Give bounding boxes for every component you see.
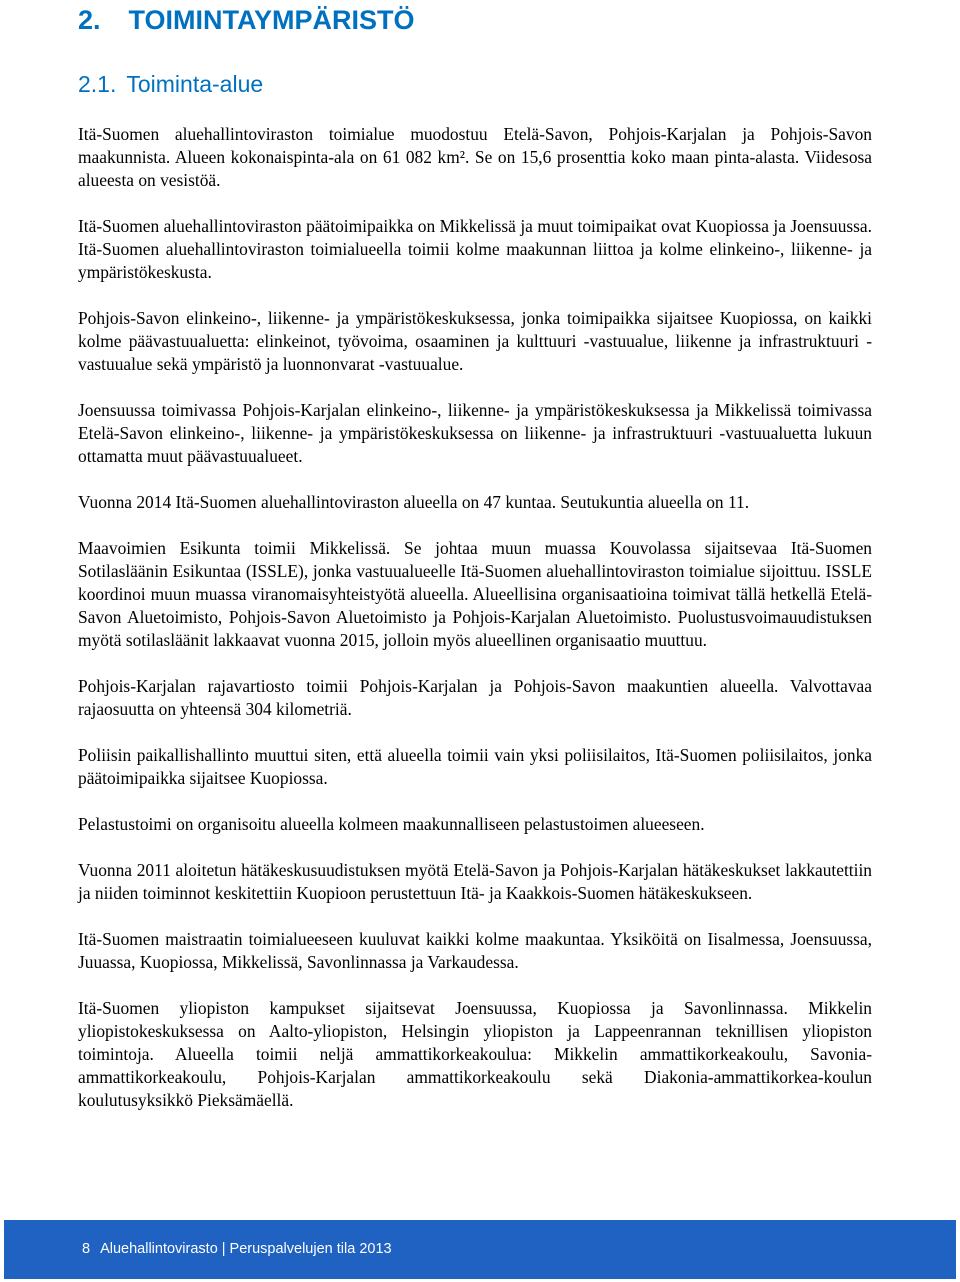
paragraph-ely-others: Joensuussa toimivassa Pohjois-Karjalan elinkeino-, liikenne- ja ympäristökeskuksessa ja Mikkelissä toimivassa Etelä-Savon elinkeino-, liikenne- ja ympäristökeskuksessa on liikenne- ja infrastruktuuri -vastuualuetta lukuun ottamatta muut päävastuualueet. — [78, 400, 872, 466]
footer-publisher: Aluehallintovirasto — [100, 1241, 218, 1257]
footer-text — [82, 1239, 392, 1259]
section-heading — [78, 68, 263, 100]
footer-separator: | — [221, 1241, 226, 1257]
paragraph-university: Itä-Suomen yliopiston kampukset sijaitsevat Joensuussa, Kuopiossa ja Savonlinnassa. Mikkelin yliopistokeskuksessa on Aalto-yliopiston, Helsingin yliopiston ja Lappeenrannan teknillisen yliopiston toimintoja. Alueella toimii neljä ammattikorkeakoulua: Mikkelin ammattikorkeakoulu, Savonia-ammattikorkeakoulu, Pohjois-Karjalan ammattikorkeakoulu sekä Diakonia-ammattikorkea-koulun koulutusyksikkö Pieksämäellä. — [78, 998, 872, 1110]
paragraph-magistrate: Itä-Suomen maistraatin toimialueeseen kuuluvat kaikki kolme maakuntaa. Yksiköitä on Iisalmessa, Joensuussa, Juuassa, Kuopiossa, Mikkelissä, Savonlinnassa ja Varkaudessa. — [78, 929, 872, 972]
paragraph-emergency-centre: Vuonna 2011 aloitetun hätäkeskusuudistuksen myötä Etelä-Savon ja Pohjois-Karjalan hätäkeskukset lakkautettiin ja niiden toiminnot keskitettiin Kuopioon perustettuun Itä- ja Kaakkois-Suomen hätäkeskukseen. — [78, 860, 872, 903]
page-footer — [4, 1220, 956, 1279]
chapter-heading — [78, 2, 415, 38]
paragraph-ely-pohjois-savo: Pohjois-Savon elinkeino-, liikenne- ja ympäristökeskuksessa, jonka toimipaikka sijaitsee Kuopiossa, on kaikki kolme päävastuualuetta: elinkeinot, työvoima, osaaminen ja kulttuuri -vastuualue, liikenne ja infrastruktuuri -vastuualue sekä ympäristö ja luonnonvarat -vastuualue. — [78, 308, 872, 374]
section-number: 2.1. — [78, 71, 117, 97]
section-title: Toiminta-alue — [126, 71, 264, 97]
page-number: 8 — [82, 1241, 91, 1257]
chapter-number: 2. — [78, 5, 101, 35]
paragraph-rescue: Pelastustoimi on organisoitu alueella kolmeen maakunnalliseen pelastustoimen alueeseen. — [78, 814, 705, 834]
paragraph-army: Maavoimien Esikunta toimii Mikkelissä. Se johtaa muun muassa Kouvolassa sijaitsevaa Itä-Suomen Sotilasläänin Esikuntaa (ISSLE), jonka vastuualueelle Itä-Suomen aluehallintoviraston toimialue sijoittuu. ISSLE koordinoi muun muassa viranomaisyhteistyötä alueella. Alueellisina organisaatioina toimivat tällä hetkellä Etelä-Savon Aluetoimisto, Pohjois-Savon Aluetoimisto ja Pohjois-Karjalan Aluetoimisto. Puolustusvoimauudistuksen myötä sotilasläänit lakkaavat vuonna 2015, jolloin myös alueellinen organisaatio muuttuu. — [78, 538, 872, 650]
paragraph-border-guard: Pohjois-Karjalan rajavartiosto toimii Pohjois-Karjalan ja Pohjois-Savon maakuntien alueella. Valvottavaa rajaosuutta on yhteensä 304 kilometriä. — [78, 676, 872, 719]
body-text — [78, 123, 872, 1112]
footer-publication: Peruspalvelujen tila 2013 — [229, 1241, 392, 1257]
paragraph-offices: Itä-Suomen aluehallintoviraston päätoimipaikka on Mikkelissä ja muut toimipaikat ovat Kuopiossa ja Joensuussa. Itä-Suomen aluehallintoviraston toimialueella toimii kolme maakunnan liittoa ja kolme elinkeino-, liikenne- ja ympäristökeskusta. — [78, 216, 872, 282]
chapter-title: TOIMINTAYMPÄRISTÖ — [128, 5, 415, 35]
paragraph-municipalities: Vuonna 2014 Itä-Suomen aluehallintoviraston alueella on 47 kuntaa. Seutukuntia alueella on 11. — [78, 492, 750, 512]
paragraph-police: Poliisin paikallishallinto muuttui siten, että alueella toimii vain yksi poliisilaitos, Itä-Suomen poliisilaitos, jonka päätoimipaikka sijaitsee Kuopiossa. — [78, 745, 872, 788]
paragraph-area: Itä-Suomen aluehallintoviraston toimialue muodostuu Etelä-Savon, Pohjois-Karjalan ja Pohjois-Savon maakunnista. Alueen kokonaispinta-ala on 61 082 km². Se on 15,6 prosenttia koko maan pinta-alasta. Viidesosa alueesta on vesistöä. — [78, 124, 872, 190]
